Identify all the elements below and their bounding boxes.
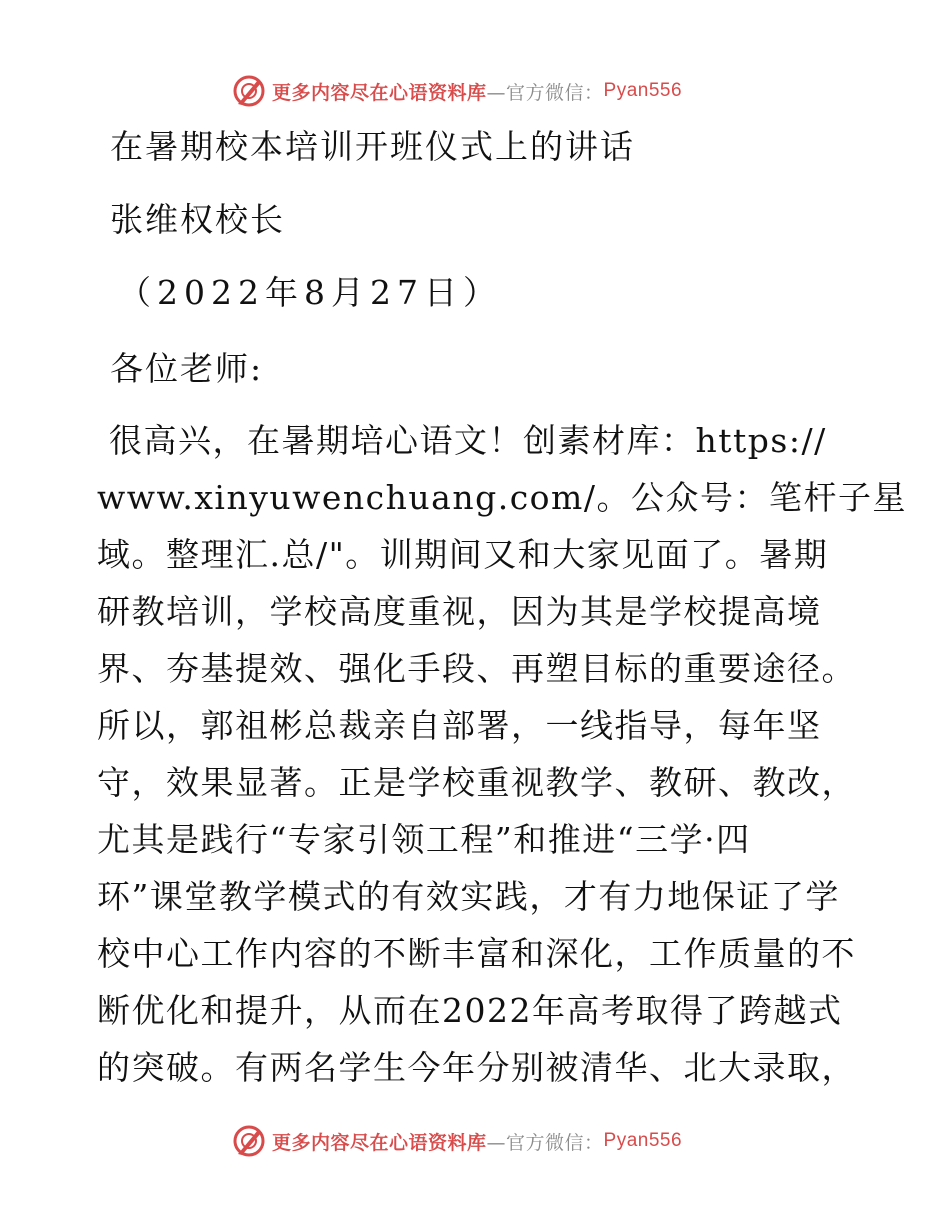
quill-logo-icon: [232, 74, 266, 108]
document-date: （2022年8月27日）: [118, 273, 502, 312]
watermark-site-text: 更多内容尽在心语资料库: [272, 81, 487, 104]
header-watermark: [232, 71, 682, 111]
body-line: 界、夯基提效、强化手段、再塑目标的重要途径。: [97, 649, 856, 688]
body-line: 环”课堂教学模式的有效实践，才有力地保证了学: [97, 877, 840, 916]
watermark-wechat-label: —官方微信：: [486, 1131, 604, 1154]
body-paragraph: [97, 421, 907, 1105]
footer-watermark: [232, 1121, 682, 1161]
watermark-site-text: 更多内容尽在心语资料库: [272, 1131, 487, 1154]
body-line: 守，效果显著。正是学校重视教学、教研、教改，: [97, 763, 856, 802]
body-line: 的突破。有两名学生今年分别被清华、北大录取，: [97, 1048, 856, 1087]
document-title: 在暑期校本培训开班仪式上的讲话: [110, 127, 635, 166]
document-author: 张维权校长: [110, 200, 285, 239]
body-line: 所以，郭祖彬总裁亲自部署，一线指导，每年坚: [97, 706, 822, 745]
watermark-wechat-id: Pyan556: [603, 80, 683, 101]
body-line: 尤其是践行“专家引领工程”和推进“三学·四: [97, 820, 751, 859]
document-greeting: 各位老师:: [110, 349, 264, 388]
body-line: 校中心工作内容的不断丰富和深化，工作质量的不: [97, 934, 856, 973]
body-line: 很高兴，在暑期培心语文！创素材库：https://: [109, 421, 827, 460]
body-line: 断优化和提升，从而在2022年高考取得了跨越式: [97, 991, 843, 1030]
body-line: 域。整理汇.总/"。训期间又和大家见面了。暑期: [97, 535, 829, 574]
watermark-wechat-id: Pyan556: [603, 1130, 683, 1151]
watermark-wechat-label: —官方微信：: [486, 81, 604, 104]
body-line: 研教培训，学校高度重视，因为其是学校提高境: [97, 592, 822, 631]
body-line: www.xinyuwenchuang.com/。公众号：笔杆子星: [97, 478, 907, 517]
quill-logo-icon: [232, 1124, 266, 1158]
